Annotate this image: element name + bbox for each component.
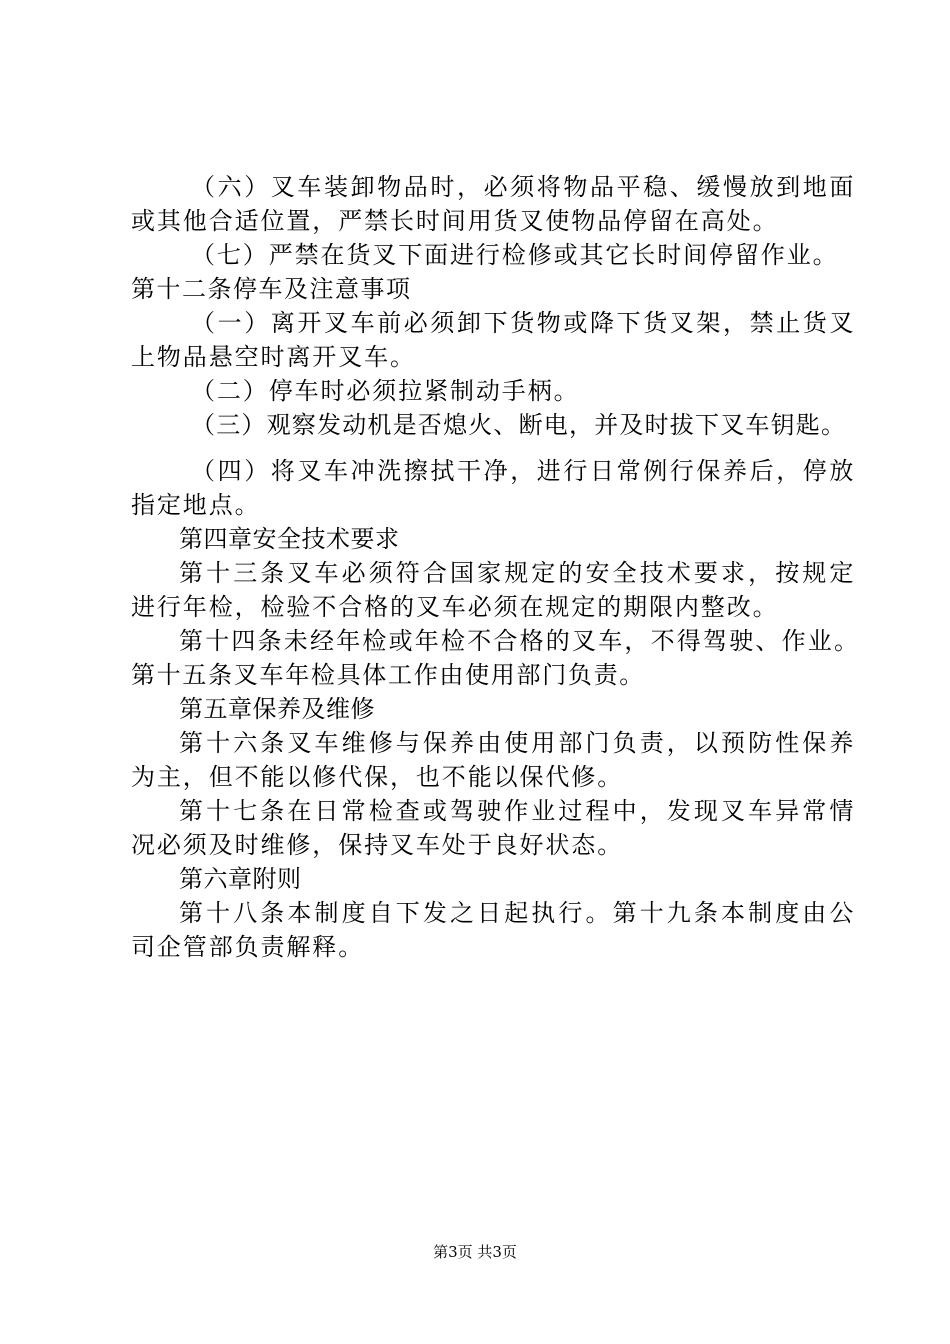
paragraph-line: （四）将叉车冲洗擦拭干净，进行日常例行保养后，停放: [191, 457, 856, 485]
paragraph-line: 为主，但不能以修代保，也不能以保代修。: [131, 763, 624, 791]
paragraph-line: 第十四条未经年检或年检不合格的叉车，不得驾驶、作业。: [179, 627, 861, 655]
paragraph-line: 第十七条在日常检查或驾驶作业过程中，发现叉车异常情: [179, 797, 857, 825]
paragraph-line: （六）叉车装卸物品时，必须将物品平稳、缓慢放到地面: [191, 173, 856, 201]
paragraph-line: （一）离开叉车前必须卸下货物或降下货叉架，禁止货叉: [191, 309, 856, 337]
paragraph-line: 第十三条叉车必须符合国家规定的安全技术要求，按规定: [179, 559, 857, 587]
page-number-footer: 第3页 共3页: [433, 1243, 517, 1261]
paragraph-line: 司企管部负责解释。: [131, 933, 365, 961]
paragraph-line: （七）严禁在货叉下面进行检修或其它长时间停留作业。: [191, 241, 839, 269]
paragraph-line: 上物品悬空时离开叉车。: [131, 343, 416, 371]
chapter-heading: 第六章附则: [179, 865, 302, 893]
paragraph-line: 况必须及时维修，保持叉车处于良好状态。: [131, 831, 624, 859]
paragraph-line: （二）停车时必须拉紧制动手柄。: [191, 377, 580, 405]
paragraph-line: 进行年检，检验不合格的叉车必须在规定的期限内整改。: [131, 593, 779, 621]
paragraph-line: 或其他合适位置，严禁长时间用货叉使物品停留在高处。: [131, 207, 779, 235]
chapter-heading: 第五章保养及维修: [179, 695, 375, 723]
article-heading: 第十二条停车及注意事项: [131, 275, 412, 303]
paragraph-line: 第十五条叉车年检具体工作由使用部门负责。: [131, 661, 645, 689]
paragraph-line: 第十八条本制度自下发之日起执行。第十九条本制度由公: [179, 899, 857, 927]
paragraph-line: 指定地点。: [131, 491, 261, 519]
chapter-heading: 第四章安全技术要求: [179, 525, 400, 553]
paragraph-line: （三）观察发动机是否熄火、断电，并及时拔下叉车钥匙。: [191, 411, 847, 439]
paragraph-line: 第十六条叉车维修与保养由使用部门负责，以预防性保养: [179, 729, 857, 757]
